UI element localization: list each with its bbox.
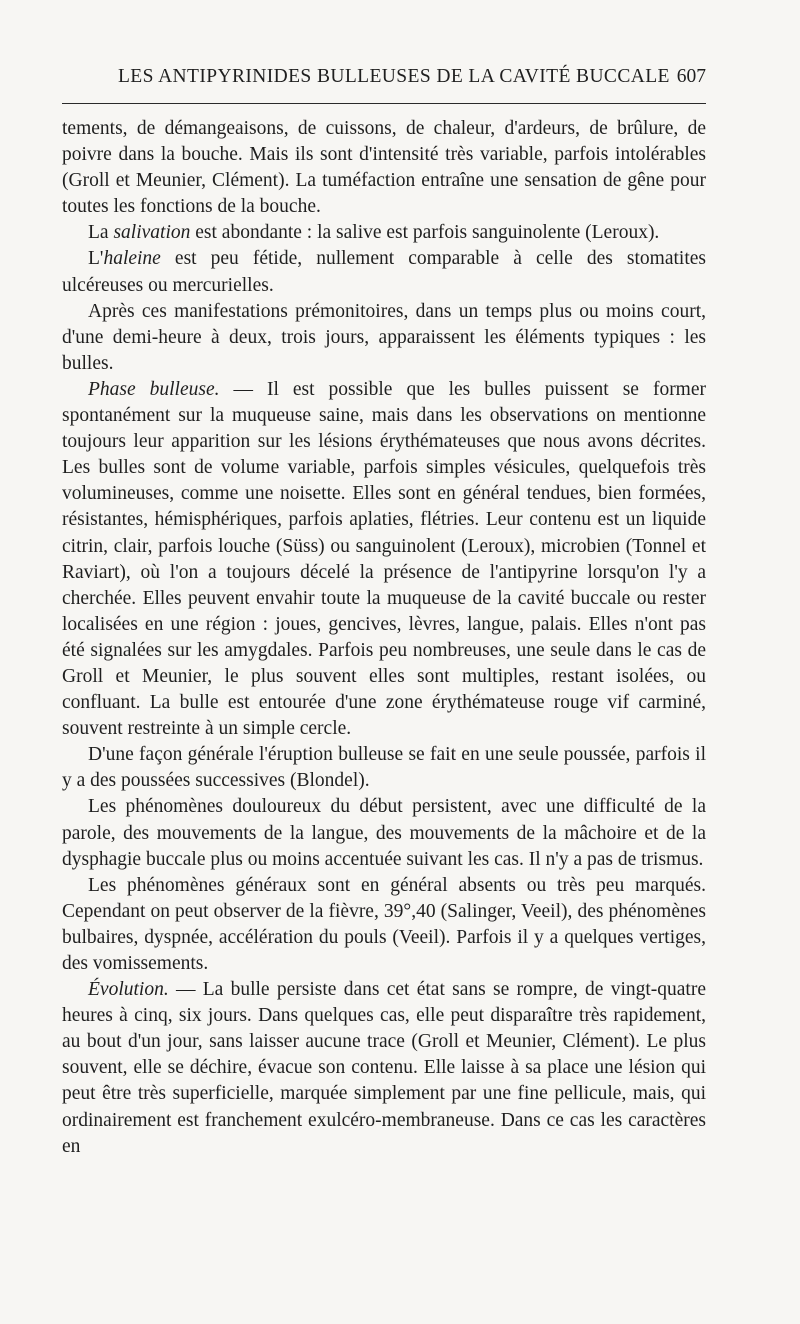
running-title: LES ANTIPYRINIDES BULLEUSES DE LA CAVITÉ BUCCALE <box>118 66 670 87</box>
paragraph-haleine <box>62 246 706 298</box>
paragraph-text: est abondante : la salive est parfois sanguinolente (Leroux). <box>190 222 660 244</box>
paragraph-salivation <box>62 220 706 246</box>
paragraph-text: — Il est possible que les bulles puissent se former spontanément sur la muqueuse saine, mais dans les observations on mentionne toujours leur apparition sur les lésions érythémateuses que nous avons décrites. Les bulles sont de volume variable, parfois simples vésicules, quelquefois très volumineuses, comme une noisette. Elles sont en général tendues, bien formées, résistantes, hémisphériques, parfois aplaties, flétries. Leur contenu est un liquide citrin, clair, parfois louche (Süss) ou sanguinolent (Leroux), microbien (Tonnel et Raviart), où l'on a toujours décelé la présence de l'antipyrine lorsqu'on l'y a cherchée. Elles peuvent envahir toute la muqueuse de la cavité buccale ou rester localisées en une région : joues, gencives, lèvres, langue, palais. Elles n'ont pas été signalées sur les amygdales. Parfois peu nombreuses, une seule dans le cas de Groll et Meunier, le plus souvent elles sont multiples, restant isolées, ou confluant. La bulle est entourée d'une zone érythémateuse rouge vif carminé, souvent restreinte à un simple cercle. <box>62 378 707 740</box>
paragraph-text: — La bulle persiste dans cet état sans se rompre, de vingt-quatre heures à cinq, six jours. Dans quelques cas, elle peut disparaître très rapidement, au bout d'un jour, sans laisser aucune trace (Groll et Meunier, Clément). Le plus souvent, elle se déchire, évacue son contenu. Elle laisse à sa place une lésion qui peut être très superficielle, marquée simplement par une fine pellicule, mais, qui ordinairement est franchement exulcéro-membraneuse. Dans ce cas les caractères en <box>62 979 706 1157</box>
paragraph-text: Les phénomènes généraux sont en général absents ou très peu marqués. Cependant on peut observer de la fièvre, 39°,40 (Salinger, Veeil), des phénomènes bulbaires, dyspnée, accélération du pouls (Veeil). Parfois il y a quelques vertiges, des vomissements. <box>62 874 706 974</box>
paragraph-evolution <box>62 977 706 1160</box>
paragraph-text: Les phénomènes douloureux du début persistent, avec une difficulté de la parole, des mouvements de la langue, des mouvements de la mâchoire et de la dysphagie buccale plus ou moins accentuée suivant les cas. Il n'y a pas de trismus. <box>62 796 706 870</box>
paragraph-lead-italic: haleine <box>103 248 161 270</box>
paragraph-text: est peu fétide, nullement comparable à celle des stomatites ulcéreuses ou mercurielles. <box>62 248 706 296</box>
section-heading-italic: Phase bulleuse. <box>88 378 220 400</box>
paragraph-lead: La <box>88 222 114 244</box>
page-header <box>62 62 706 98</box>
paragraph-text: D'une façon générale l'éruption bulleuse se fait en une seule poussée, parfois il y a des poussées successives (Blondel). <box>62 744 706 792</box>
paragraph-phase-bulleuse <box>62 377 706 742</box>
paragraph-text: Après ces manifestations prémonitoires, dans un temps plus ou moins court, d'une demi-heure à deux, trois jours, apparaissent les éléments typiques : les bulles. <box>62 300 706 374</box>
paragraph-text: tements, de démangeaisons, de cuissons, de chaleur, d'ardeurs, de brûlure, de poivre dans la bouche. Mais ils sont d'intensité très variable, parfois intolérables (Groll et Meunier, Clément). La tuméfaction entraîne une sensation de gêne pour toutes les fonctions de la bouche. <box>62 118 706 218</box>
paragraph-continuation <box>62 116 706 220</box>
page-number: 607 <box>676 66 706 87</box>
paragraph-general-symptoms <box>62 873 706 977</box>
paragraph-eruption <box>62 742 706 794</box>
section-heading-italic: Évolution. <box>88 979 169 1001</box>
paragraph-lead-italic: salivation <box>113 222 191 244</box>
header-rule <box>62 103 706 104</box>
paragraph-pain <box>62 794 706 872</box>
paragraph-lead: L' <box>88 248 104 270</box>
paragraph-premonitory <box>62 299 706 377</box>
body-text <box>62 116 706 1160</box>
